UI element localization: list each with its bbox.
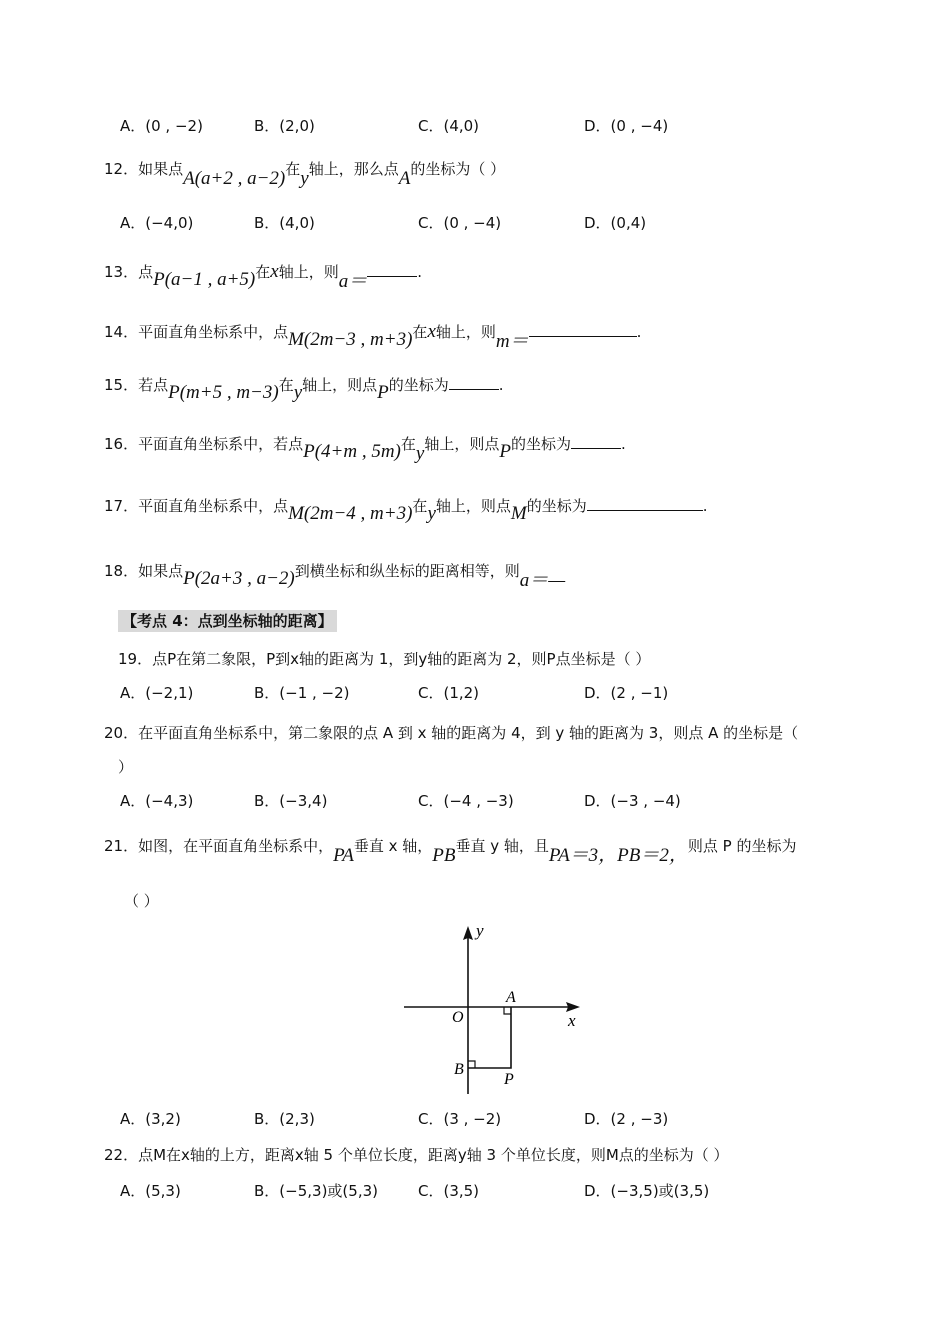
q13-num: 13．点 — [104, 263, 154, 281]
q18-rest: 到横坐标和纵坐标的距离相等，则 — [294, 562, 520, 580]
option-a: A．(−4,0) — [120, 214, 194, 232]
q21-t1: 垂直 x 轴， — [353, 837, 433, 855]
option-b: B．(2,3) — [254, 1110, 315, 1128]
q16-tail: 的坐标为 — [510, 435, 571, 453]
q13-mid: 在 — [255, 263, 271, 281]
q16-axis: y — [415, 443, 425, 464]
q18-num: 18．如果点 — [104, 562, 184, 580]
option-d: D．(−3,5)或(3,5) — [584, 1182, 710, 1200]
q21-num: 21．如图，在平面直角坐标系中， — [104, 837, 334, 855]
question-15 — [104, 374, 504, 404]
q13-ans: a＝ — [338, 271, 368, 292]
q17-rest: 轴上，则点 — [435, 497, 511, 515]
label-x: x — [568, 1011, 576, 1030]
q16-blank — [571, 434, 621, 449]
q15-blank — [449, 375, 499, 390]
option-b: B．(2,0) — [254, 117, 315, 135]
q16-pt: P — [499, 441, 511, 462]
label-p: P — [504, 1071, 514, 1088]
q16-mid: 在 — [400, 435, 416, 453]
option-b: B．(−5,3)或(5,3) — [254, 1182, 378, 1200]
question-16 — [104, 433, 626, 463]
label-b: B — [454, 1061, 464, 1078]
label-a: A — [506, 989, 516, 1006]
question-14 — [104, 316, 642, 352]
label-y: y — [476, 922, 484, 940]
q13-axis: x — [270, 261, 279, 282]
q17-blank — [587, 496, 703, 511]
q13-blank — [367, 262, 417, 277]
option-d: D．(2 , −3) — [584, 1110, 669, 1128]
q12-mid: 在 — [285, 160, 301, 178]
q12-expr: A(a+2 , a−2) — [183, 168, 286, 189]
q14-mid: 在 — [412, 323, 428, 341]
q15-tail: 的坐标为 — [388, 376, 449, 394]
option-a: A．(5,3) — [120, 1182, 181, 1200]
question-22: 22．点M在x轴的上方，距离x轴 5 个单位长度，距离y轴 3 个单位长度，则M点的坐标为（ ） — [104, 1146, 729, 1164]
q14-ans: m＝ — [495, 331, 529, 352]
q12-tail: 的坐标为（ ） — [410, 160, 506, 178]
q15-num: 15．若点 — [104, 376, 169, 394]
option-d: D．(2 , −1) — [584, 684, 669, 702]
q16-end: . — [620, 435, 626, 453]
option-b: B．(−1 , −2) — [254, 684, 350, 702]
q14-blank — [529, 322, 637, 337]
question-18 — [104, 555, 566, 591]
q15-expr: P(m+5 , m−3) — [168, 382, 279, 403]
question-19: 19．点P在第二象限，P到x轴的距离为 1，到y轴的距离为 2，则P点坐标是（ ） — [118, 650, 651, 668]
q15-pt: P — [377, 382, 389, 403]
option-b: B．(−3,4) — [254, 792, 328, 810]
option-a: A．(0 , −2) — [120, 117, 203, 135]
q14-expr: M(2m−3 , m+3) — [288, 329, 413, 350]
y-axis-arrow-icon — [463, 926, 473, 940]
question-17 — [104, 495, 708, 525]
option-c: C．(1,2) — [418, 684, 480, 702]
q17-mid: 在 — [412, 497, 428, 515]
question-12 — [104, 158, 505, 188]
q21-t2: 垂直 y 轴，且 — [455, 837, 549, 855]
option-d: D．(0 , −4) — [584, 117, 669, 135]
q12-axis: y — [300, 168, 309, 189]
q13-rest: 轴上，则 — [278, 263, 339, 281]
q14-num: 14．平面直角坐标系中，点 — [104, 323, 289, 341]
question-20-cont: ） — [118, 758, 134, 776]
question-13 — [104, 256, 423, 292]
q17-axis: y — [427, 503, 436, 524]
q13-expr: P(a−1 , a+5) — [153, 269, 256, 290]
q21-tail: 则点 P 的坐标为 — [687, 837, 797, 855]
q12-num: 12．如果点 — [104, 160, 184, 178]
q16-expr: P(4+m , 5m) — [303, 441, 401, 462]
option-c: C．(3 , −2) — [418, 1110, 502, 1128]
option-c: C．(−4 , −3) — [418, 792, 514, 810]
q15-end: . — [498, 376, 504, 394]
q17-expr: M(2m−4 , m+3) — [288, 503, 413, 524]
q21-eq: PA＝3，PB＝2， — [548, 845, 688, 866]
q17-num: 17．平面直角坐标系中，点 — [104, 497, 289, 515]
option-a: A．(3,2) — [120, 1110, 181, 1128]
option-a: A．(−4,3) — [120, 792, 194, 810]
coordinate-figure — [400, 922, 590, 1098]
right-angle-b — [468, 1061, 475, 1068]
q12-pt: A — [398, 168, 411, 189]
q16-num: 16．平面直角坐标系中，若点 — [104, 435, 304, 453]
option-c: C．(3,5) — [418, 1182, 480, 1200]
q18-expr: P(2a+3 , a−2) — [183, 568, 295, 589]
q17-end: . — [702, 497, 708, 515]
right-angle-a — [504, 1007, 511, 1014]
option-d: D．(0,4) — [584, 214, 647, 232]
q21-pb: PB — [432, 845, 456, 866]
q18-ans: a＝— — [519, 570, 566, 591]
option-c: C．(4,0) — [418, 117, 480, 135]
label-o: O — [452, 1009, 464, 1026]
q16-rest: 轴上，则点 — [424, 435, 500, 453]
q14-end: . — [636, 323, 642, 341]
q15-rest: 轴上，则点 — [302, 376, 378, 394]
option-a: A．(−2,1) — [120, 684, 194, 702]
q21-paren: （ ） — [124, 892, 159, 910]
q14-rest: 轴上，则 — [435, 323, 496, 341]
q13-end: . — [417, 263, 423, 281]
q14-axis: x — [427, 321, 436, 342]
q21-pa: PA — [333, 845, 354, 866]
question-20: 20．在平面直角坐标系中，第二象限的点 A 到 x 轴的距离为 4，到 y 轴的距离为 3，则点 A 的坐标是（ — [104, 724, 799, 742]
question-21 — [104, 830, 797, 866]
q17-tail: 的坐标为 — [526, 497, 587, 515]
section-heading: 【考点 4：点到坐标轴的距离】 — [118, 610, 337, 632]
q17-pt: M — [510, 503, 527, 524]
pa-pb-lines — [468, 1007, 511, 1068]
option-d: D．(−3 , −4) — [584, 792, 681, 810]
q15-axis: y — [293, 382, 303, 403]
option-b: B．(4,0) — [254, 214, 315, 232]
q15-mid: 在 — [278, 376, 294, 394]
option-c: C．(0 , −4) — [418, 214, 502, 232]
q12-rest: 轴上，那么点 — [308, 160, 399, 178]
